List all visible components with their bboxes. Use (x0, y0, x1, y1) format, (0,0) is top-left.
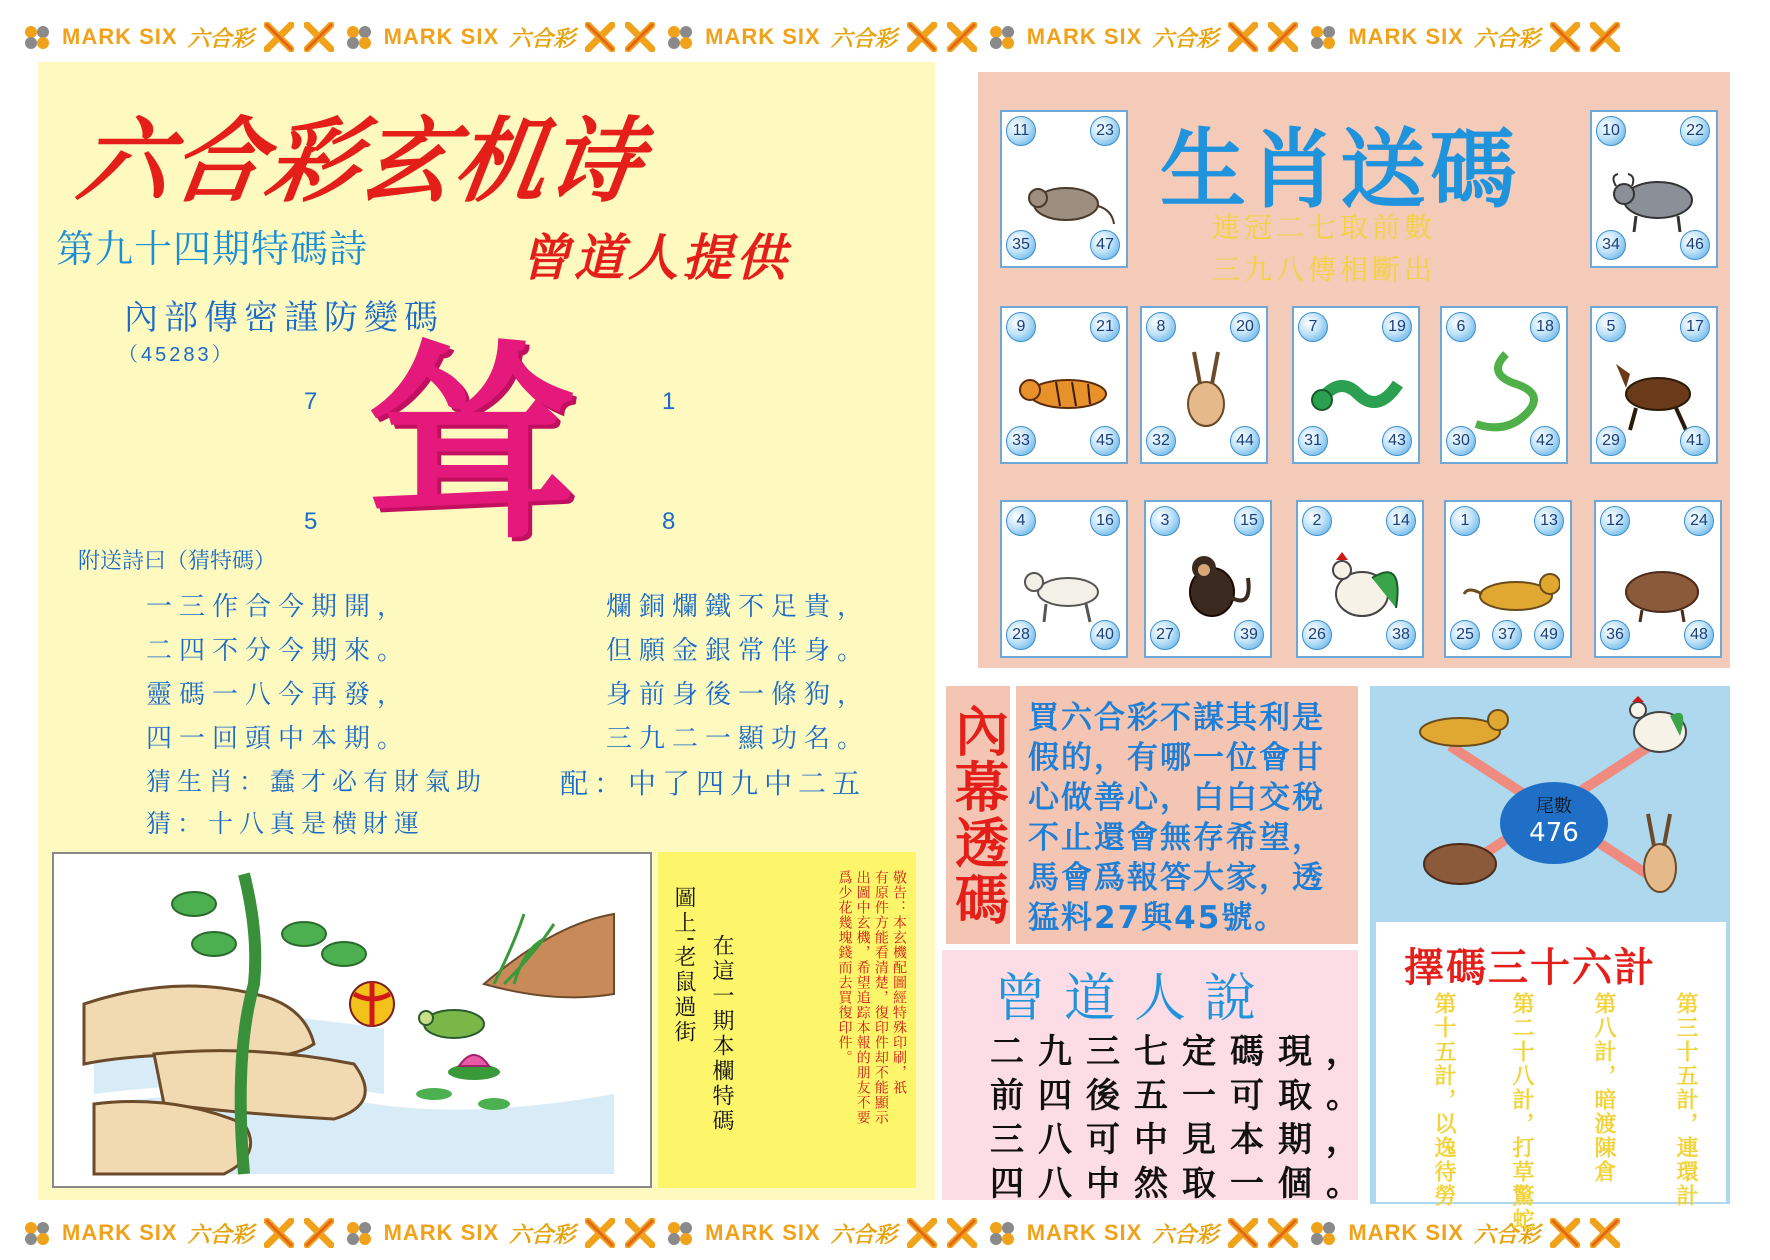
banner-lhc: 六合彩 (187, 1222, 254, 1248)
zodiac-title: 生肖送碼 (1160, 120, 1520, 220)
strategy-item: 第十五計，以逸待勞 (1431, 992, 1456, 1208)
scoop-line: 馬會爲報答大家，透 (1028, 860, 1325, 896)
banner-unit (987, 22, 1299, 53)
number-ball: 6 (1446, 312, 1476, 342)
number-ball: 16 (1090, 506, 1120, 536)
mark-six-logo-icon (22, 22, 52, 52)
monk-line: 三八可中見本期， (990, 1120, 1374, 1160)
dog-icon (1460, 538, 1560, 628)
cross-star-icon (264, 1218, 294, 1248)
notice-box (658, 852, 916, 1188)
banner-unit (665, 22, 977, 53)
cross-star-icon (947, 1218, 977, 1248)
cross-star-icon (1228, 1218, 1258, 1248)
cross-star-icon (585, 22, 615, 52)
mark-six-logo-icon (987, 22, 1017, 52)
number-ball: 19 (1382, 312, 1412, 342)
banner-mark-six: MARK SIX (62, 24, 178, 49)
poem-right-line: 爛銅爛鐵不足貴， (606, 592, 871, 622)
secret-code: （45283） (118, 344, 235, 366)
strategy-item: 第三十五計，連環計 (1673, 992, 1698, 1208)
cross-star-icon (907, 22, 937, 52)
notice-text (836, 870, 908, 1180)
goat-icon (1016, 538, 1116, 628)
mark-six-logo-icon (344, 1218, 374, 1248)
mark-six-logo-icon (665, 22, 695, 52)
poem-right-line: 身前身後一條狗， (606, 680, 871, 710)
cross-star-icon (625, 1218, 655, 1248)
banner-mark-six: MARK SIX (705, 24, 821, 49)
banner-lhc: 六合彩 (1152, 26, 1219, 52)
corner-number-bottom-left: 5 (304, 508, 318, 535)
number-ball: 43 (1382, 426, 1412, 456)
poem-right-line: 但願金銀常伴身。 (606, 636, 871, 666)
number-ball: 21 (1090, 312, 1120, 342)
cross-star-icon (947, 22, 977, 52)
banner-mark-six: MARK SIX (1348, 24, 1464, 49)
number-ball: 41 (1680, 426, 1710, 456)
scoop-line: 買六合彩不謀其利是 (1028, 700, 1325, 736)
page-title: 六合彩玄机诗 (71, 108, 651, 215)
top-banner (0, 14, 1770, 60)
bottom-banner (0, 1210, 1770, 1256)
secret-heading: 內部傳密謹防變碼 (124, 298, 444, 338)
number-ball: 34 (1596, 230, 1626, 260)
number-ball: 20 (1230, 312, 1260, 342)
scoop-box (1016, 686, 1358, 944)
number-ball: 12 (1600, 506, 1630, 536)
hint-column-rat: 圖上'老鼠過街 (671, 886, 696, 1046)
tiger-icon (1016, 344, 1116, 434)
number-ball: 1 (1450, 506, 1480, 536)
banner-unit (665, 1218, 977, 1249)
cross-star-icon (1268, 1218, 1298, 1248)
scoop-line: 假的，有哪一位會甘 (1028, 740, 1325, 776)
cross-star-icon (304, 1218, 334, 1248)
notice-col: 出圖中玄機，希望追踪本報的朋友不要 (854, 870, 871, 1125)
ox-icon (1606, 148, 1706, 238)
guess-line: 猜：十八真是横財運 (146, 809, 426, 838)
hint-column: 在這一期本欄特碼 (709, 934, 734, 1134)
banner-lhc: 六合彩 (1473, 1222, 1540, 1248)
number-ball: 4 (1006, 506, 1036, 536)
cross-star-icon (304, 22, 334, 52)
strategy-title: 擇碼三十六計 (1404, 945, 1656, 991)
number-ball: 37 (1492, 620, 1522, 650)
number-ball: 32 (1146, 426, 1176, 456)
cross-star-icon (1590, 1218, 1620, 1248)
number-ball: 25 (1450, 620, 1480, 650)
tail-number-badge (1500, 782, 1608, 864)
corner-number-bottom-right: 8 (662, 508, 676, 535)
number-ball: 26 (1302, 620, 1332, 650)
banner-mark-six: MARK SIX (705, 1220, 821, 1245)
cross-star-icon (585, 1218, 615, 1248)
mark-six-logo-icon (344, 22, 374, 52)
cross-star-icon (264, 22, 294, 52)
scoop-line: 不止還會無存希望， (1028, 820, 1325, 856)
number-ball: 40 (1090, 620, 1120, 650)
rat-icon (1016, 148, 1116, 238)
number-ball: 17 (1680, 312, 1710, 342)
guess-zodiac: 猜生肖：蠢才必有財氣助 (146, 767, 488, 796)
number-ball: 10 (1596, 116, 1626, 146)
poem-intro: 附送詩曰（猜特碼） (78, 549, 277, 574)
corner-number-top-right: 1 (662, 388, 676, 415)
number-ball: 9 (1006, 312, 1036, 342)
cross-star-icon (1590, 22, 1620, 52)
banner-unit (344, 22, 656, 53)
banner-lhc: 六合彩 (509, 1222, 576, 1248)
number-ball: 42 (1530, 426, 1560, 456)
tail-value: 476 (1529, 818, 1579, 848)
zodiac-subtitle: 三九八傳相斷出 (1212, 253, 1437, 286)
banner-unit (344, 1218, 656, 1249)
corner-number-top-left: 7 (304, 388, 318, 415)
monk-line: 四八中然取一個。 (990, 1164, 1374, 1204)
horse-icon (1606, 344, 1706, 434)
snake-icon (1456, 344, 1556, 434)
number-ball: 8 (1146, 312, 1176, 342)
scoop-line: 心做善心，白白交稅 (1028, 780, 1325, 816)
zodiac-card-rat (1000, 110, 1128, 268)
zodiac-subtitle: 連冠二七取前數 (1212, 211, 1437, 244)
mark-six-logo-icon (22, 1218, 52, 1248)
banner-lhc: 六合彩 (509, 26, 576, 52)
banner-lhc: 六合彩 (1152, 1222, 1219, 1248)
mark-six-logo-icon (665, 1218, 695, 1248)
banner-mark-six: MARK SIX (383, 24, 500, 49)
zodiac-card-dragon (1292, 306, 1420, 464)
number-ball: 11 (1006, 116, 1036, 146)
rabbit-icon (1156, 344, 1256, 434)
issue-title: 第九十四期特碼詩 (56, 227, 369, 271)
number-ball: 27 (1150, 620, 1180, 650)
illustration (52, 852, 652, 1188)
cross-star-icon (1550, 1218, 1580, 1248)
dragon-icon (1308, 344, 1408, 434)
number-ball: 3 (1150, 506, 1180, 536)
number-ball: 45 (1090, 426, 1120, 456)
monk-line: 前四後五一可取。 (990, 1076, 1374, 1116)
number-ball: 5 (1596, 312, 1626, 342)
poem-left-line: 二四不分今期來。 (146, 636, 411, 666)
pig-icon (1610, 538, 1710, 628)
zodiac-card-pig (1594, 500, 1722, 658)
mark-six-logo-icon (1308, 22, 1338, 52)
number-ball: 35 (1006, 230, 1036, 260)
number-ball: 18 (1530, 312, 1560, 342)
banner-lhc: 六合彩 (187, 26, 254, 52)
pair-line: 配：中了四九中二五 (560, 767, 867, 800)
notice-col: 敬告：本玄機配圖經特殊印刷，祇 (891, 870, 907, 1095)
zodiac-card-dog (1444, 500, 1572, 658)
zodiac-card-rabbit (1140, 306, 1268, 464)
number-ball: 30 (1446, 426, 1476, 456)
number-ball: 46 (1680, 230, 1710, 260)
cross-star-icon (1268, 22, 1298, 52)
number-ball: 14 (1386, 506, 1416, 536)
number-ball: 28 (1006, 620, 1036, 650)
strategy-item: 第八計，暗渡陳倉 (1591, 992, 1616, 1184)
poem-left-line: 四一回頭中本期。 (146, 724, 411, 754)
banner-unit (987, 1218, 1299, 1249)
banner-mark-six: MARK SIX (1026, 1220, 1143, 1245)
number-ball: 2 (1302, 506, 1332, 536)
poem-right-line: 三九二一顯功名。 (606, 724, 871, 754)
banner-unit (22, 22, 334, 53)
tail-label: 尾數 (1536, 796, 1572, 817)
poem-left-line: 一三作合今期開， (146, 592, 411, 622)
number-ball: 31 (1298, 426, 1328, 456)
banner-unit (1308, 1218, 1620, 1249)
banner-lhc: 六合彩 (1473, 26, 1540, 52)
mark-six-logo-icon (1308, 1218, 1338, 1248)
mark-six-logo-icon (987, 1218, 1017, 1248)
number-ball: 29 (1596, 426, 1626, 456)
cross-star-icon (1550, 22, 1580, 52)
notice-col: 有原件方能看清楚，復印件却不能顯示 (872, 870, 889, 1125)
banner-mark-six: MARK SIX (62, 1220, 178, 1245)
zodiac-card-monkey (1144, 500, 1272, 658)
banner-lhc: 六合彩 (830, 1222, 897, 1248)
provider-label: 曾道人提供 (520, 229, 790, 287)
cross-star-icon (1228, 22, 1258, 52)
scoop-label: 內幕透碼 (946, 686, 1010, 944)
number-ball: 7 (1298, 312, 1328, 342)
monk-title: 曾道人說 (994, 969, 1275, 1029)
pond-scene-image (54, 854, 650, 1186)
number-ball: 24 (1684, 506, 1714, 536)
number-ball: 13 (1534, 506, 1564, 536)
number-ball: 22 (1680, 116, 1710, 146)
monk-line: 二九三七定碼現， (990, 1032, 1374, 1072)
number-ball: 23 (1090, 116, 1120, 146)
cross-star-icon (625, 22, 655, 52)
zodiac-card-rooster (1296, 500, 1424, 658)
number-ball: 47 (1090, 230, 1120, 260)
banner-mark-six: MARK SIX (1026, 24, 1143, 49)
number-ball: 15 (1234, 506, 1264, 536)
zodiac-card-ox (1590, 110, 1718, 268)
zodiac-card-snake (1440, 306, 1568, 464)
scoop-line: 猛料27與45號。 (1028, 900, 1288, 936)
banner-lhc: 六合彩 (830, 26, 897, 52)
banner-mark-six: MARK SIX (383, 1220, 500, 1245)
monkey-icon (1160, 538, 1260, 628)
cross-star-icon (907, 1218, 937, 1248)
zodiac-card-tiger (1000, 306, 1128, 464)
zodiac-card-horse (1590, 306, 1718, 464)
secret-character: 耸 (368, 322, 579, 567)
banner-unit (22, 1218, 334, 1249)
banner-unit (1308, 22, 1620, 53)
number-ball: 44 (1230, 426, 1260, 456)
number-ball: 38 (1386, 620, 1416, 650)
number-ball: 48 (1684, 620, 1714, 650)
number-ball: 39 (1234, 620, 1264, 650)
rooster-icon (1312, 538, 1412, 628)
number-ball: 36 (1600, 620, 1630, 650)
strategy-item: 第二十八計，打草驚蛇 (1509, 992, 1534, 1232)
number-ball: 49 (1534, 620, 1564, 650)
banner-mark-six: MARK SIX (1348, 1220, 1464, 1245)
number-ball: 33 (1006, 426, 1036, 456)
zodiac-card-goat (1000, 500, 1128, 658)
poem-left-line: 靈碼一八今再發， (146, 680, 411, 710)
notice-col: 爲少花幾塊錢而去買復印件。 (836, 870, 853, 1065)
